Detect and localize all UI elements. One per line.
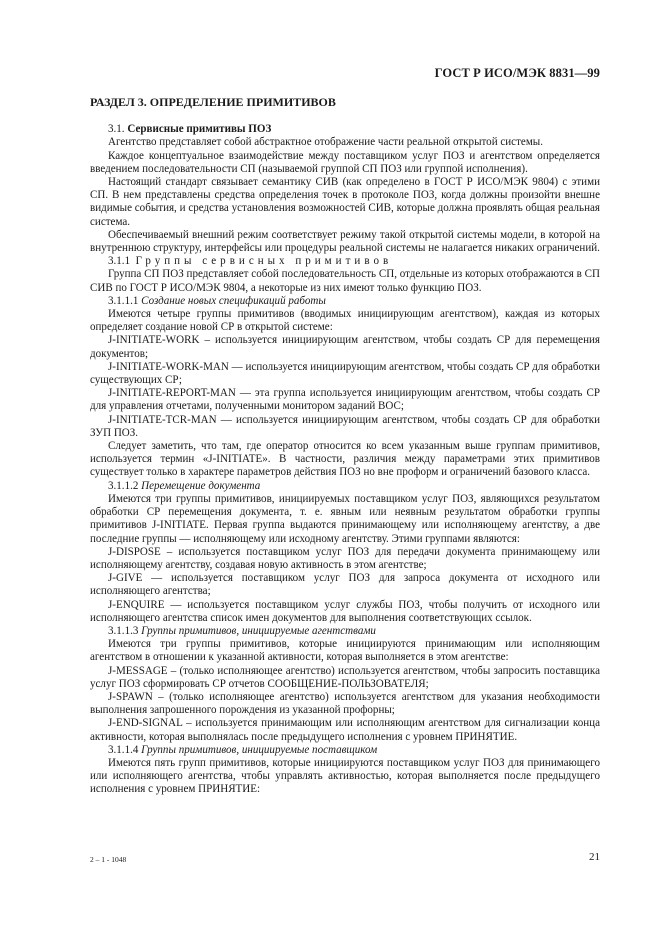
page-header-standard-code: ГОСТ Р ИСО/МЭК 8831—99 (434, 66, 600, 80)
subsection-number: 3.1.1.3 (108, 624, 139, 637)
paragraph: Обеспечиваемый внешний режим соответствует режиму такой открытой системы модели, в которой на внутреннюю структуру, интерфейсы или процедуры реальной системы не налагается никаких ограничений. (90, 228, 600, 255)
subsection-heading-text: Группы сервисных примитивов (135, 255, 393, 268)
list-item: J-ENQUIRE — используется поставщиком услуг службы ПОЗ, чтобы получить от исходного или исполняющего агентства список имен документов для выполнения соответствующих ссылок. (90, 598, 600, 624)
subsection-3-1-1-3-heading (90, 625, 600, 638)
list-item: J-INITIATE-REPORT-MAN — эта группа используется инициирующим агентством, чтобы создать СР для управления отчетами, полученными монитором заданий ВОС; (90, 387, 600, 413)
footer-print-code: 2 – 1 - 1048 (90, 855, 127, 864)
subsection-heading-text: Перемещение документа (141, 479, 261, 492)
paragraph: Каждое концептуальное взаимодействие между поставщиком услуг ПОЗ и агентством определяется введением последовательности СП (называемой группой СП ПОЗ или группой исполнения). (90, 149, 600, 175)
paragraph: Агентство представляет собой абстрактное отображение части реальной открытой системы. (108, 136, 543, 149)
subsection-heading-text: Группы примитивов, инициируемые поставщиком (141, 743, 378, 756)
subsection-number: 3.1.1.2 (108, 479, 139, 492)
paragraph: Имеются пять групп примитивов, которые инициируются поставщиком услуг ПОЗ для принимающего или исполняющего агентства, чтобы управлять активностью, которая выполняется после предыдущего исполнения с уровнем ПРИНЯТИЕ: (90, 756, 600, 796)
list-item: J-INITIATE-TCR-MAN — используется инициирующим агентством, чтобы создать СР для обработки ЗУП ПОЗ. (90, 413, 600, 439)
paragraph: Имеются три группы примитивов, которые инициируются принимающим или исполняющим агентством в отношении к указанной активности, которая выполняется в этом агентстве: (90, 638, 600, 664)
paragraph: Следует заметить, что там, где оператор относится ко всем указанным выше группам примитивов, используется термин «J-INITIATE». В частности, различия между параметрами этих примитивов существует только в характере параметров действия ПОЗ но вне проформ и ограничений базового класса. (90, 440, 600, 479)
list-item: J-GIVE — используется поставщиком услуг ПОЗ для запроса документа от исходного или исполняющего агентства; (90, 572, 600, 598)
subsection-number: 3.1.1.1 (108, 294, 139, 307)
list-item: J-END-SIGNAL – используется принимающим или исполняющим агентством для сигнализации конца активности, которая выполнялась после предыдущего исполнения с уровнем ПРИНЯТИЕ. (90, 717, 600, 743)
list-item: J-INITIATE-WORK-MAN — используется инициирующим агентством, чтобы создать СР для обработки существующих СР; (90, 360, 600, 387)
subsection-number: 3.1.1.4 (108, 743, 139, 756)
list-item: J-DISPOSE – используется поставщиком услуг ПОЗ для передачи документа принимающему или исполняющему агентству, создавая новую активность в этом агентстве; (90, 545, 600, 571)
subsection-3-1-1-heading (90, 255, 600, 268)
list-item: J-MESSAGE – (только исполняющее агентство) используется агентством, чтобы запросить поставщика услуг ПОЗ сформировать СР отчетов СООБЩЕНИЕ-ПОЛЬЗОВАТЕЛЯ; (90, 664, 600, 690)
paragraph: Группа СП ПОЗ представляет собой последовательность СП, отдельные из которых отображаются в СП СИВ по ГОСТ Р ИСО/МЭК 9804, а некоторые из них имеют только функцию ПОЗ. (90, 268, 600, 294)
page-number: 21 (589, 851, 600, 863)
paragraph: Настоящий стандарт связывает семантику СИВ (как определено в ГОСТ Р ИСО/МЭК 9804) с этими СП. В нем представлены средства определения точек в протоколе ПОЗ, когда должны произойти внешне видимые события, и средства установления возможностей СИВ, которые должна проявлять общая реальная система. (90, 176, 600, 228)
subsection-heading-text: Создание новых спецификаций работы (141, 294, 326, 307)
subsection-3-1-heading (90, 123, 600, 136)
subsection-3-1-1-1-heading (90, 295, 600, 308)
subsection-heading-text: Сервисные примитивы ПОЗ (127, 123, 272, 136)
subsection-heading-text: Группы примитивов, инициируемые агентствами (141, 624, 376, 637)
subsection-number: 3.1.1 (108, 255, 131, 268)
section-title: РАЗДЕЛ 3. ОПРЕДЕЛЕНИЕ ПРИМИТИВОВ (90, 95, 336, 109)
list-item: J-INITIATE-WORK – используется инициирующим агентством, чтобы создать СР для перемещения документов; (90, 334, 600, 360)
paragraph: Имеются три группы примитивов, инициируемых поставщиком услуг ПОЗ, являющихся результатом обработки СР перемещения документа, т. е. явным или неявным результатом обработки группы примитивов J-INITIATE. Первая группа выдаются принимающему или исполняющему агентству, а две последние группы — исполняющему или исходному агентству. Этими группами являются: (90, 492, 600, 545)
subsection-3-1-1-2-heading (90, 480, 600, 493)
paragraph: Имеются четыре группы примитивов (вводимых инициирующим агентством), каждая из которых определяет создание новой СР в открытой системе: (90, 308, 600, 334)
subsection-number: 3.1. (108, 123, 125, 136)
page-body (90, 96, 600, 797)
subsection-3-1-1-4-heading (90, 744, 600, 757)
list-item: J-SPAWN – (только исполняющее агентство) используется агентством для указания необходимости выполнения запрошенного порождения из указанной профорны; (90, 690, 600, 717)
